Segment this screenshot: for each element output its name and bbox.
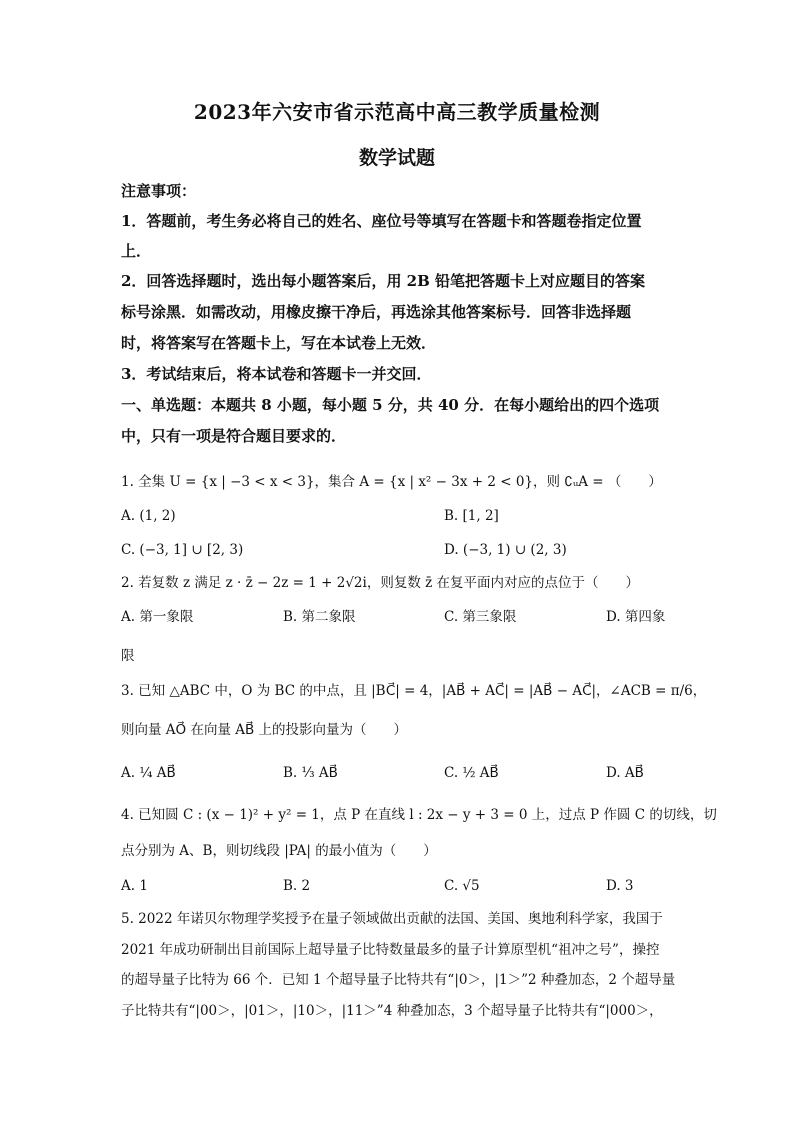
question-2-stem: 2. 若复数 z 满足 z · z̄ − 2z = 1 + 2√2i，则复数 z̄ 在复平面内对应的点位于（ ） xyxy=(121,575,640,591)
question-2-option-a: A. 第一象限 xyxy=(121,609,194,625)
question-4-stem-line-2: 点分别为 A、B，则切线段 |PA| 的最小值为（ ） xyxy=(121,843,437,859)
question-3-option-a: A. ¼ AB⃗ xyxy=(121,765,176,781)
exam-subtitle: 数学试题 xyxy=(358,147,435,169)
question-3-option-c: C. ½ AB⃗ xyxy=(444,765,499,781)
notice-item-3: 3．考试结束后，将本试卷和答题卡一并交回． xyxy=(121,365,432,383)
notice-item-1-line-2: 上． xyxy=(121,242,152,260)
notice-heading: 注意事项： xyxy=(121,182,197,200)
question-2-option-d-continued: 限 xyxy=(121,648,135,664)
question-5-line-4: 子比特共有“|00＞，|01＞，|10＞，|11＞”4 种叠加态，3 个超导量子比特共有“|000＞， xyxy=(121,1003,663,1019)
question-1-option-b: B. [1, 2] xyxy=(444,508,499,524)
notice-item-2-line-1: 2．回答选择题时，选出每小题答案后，用 2B 铅笔把答题卡上对应题目的答案 xyxy=(121,272,645,290)
question-4-option-d: D. 3 xyxy=(606,878,634,894)
question-4-option-c: C. √5 xyxy=(444,878,480,894)
question-3-stem-line-1: 3. 已知 △ABC 中，O 为 BC 的中点，且 |BC⃗| = 4，|AB⃗ + AC⃗| = |AB⃗ − AC⃗|，∠ACB = π/6， xyxy=(121,683,707,699)
section-1-heading-line-2: 中，只有一项是符合题目要求的． xyxy=(121,427,347,445)
question-3-option-d: D. AB⃗ xyxy=(606,765,644,781)
question-4-option-b: B. 2 xyxy=(283,878,311,894)
notice-item-1-line-1: 1．答题前，考生务必将自己的姓名、座位号等填写在答题卡和答题卷指定位置 xyxy=(121,212,642,230)
question-5-line-2: 2021 年成功研制出目前国际上超导量子比特数量最多的量子计算原型机“祖冲之号”，操控 xyxy=(121,942,660,958)
question-5-line-1: 5. 2022 年诺贝尔物理学奖授予在量子领域做出贡献的法国、美国、奥地利科学家，我国于 xyxy=(121,911,663,927)
question-2-option-b: B. 第二象限 xyxy=(283,609,356,625)
question-1-stem: 1. 全集 U = {x | −3 < x < 3}，集合 A = {x | x² − 3x + 2 < 0}，则 ∁ᵤA = （ ） xyxy=(121,474,662,490)
question-2-option-d: D. 第四象 xyxy=(606,609,666,625)
exam-title: 2023年六安市省示范高中高三教学质量检测 xyxy=(193,100,601,124)
notice-item-2-line-2: 标号涂黑．如需改动，用橡皮擦干净后，再选涂其他答案标号．回答非选择题 xyxy=(121,303,632,321)
question-4-stem-line-1: 4. 已知圆 C : (x − 1)² + y² = 1，点 P 在直线 l : 2x − y + 3 = 0 上，过点 P 作圆 C 的切线，切 xyxy=(121,807,717,823)
question-1-option-c: C. (−3, 1] ∪ [2, 3) xyxy=(121,542,244,558)
notice-item-2-line-3: 时，将答案写在答题卡上，写在本试卷上无效． xyxy=(121,334,437,352)
question-4-option-a: A. 1 xyxy=(121,878,148,894)
question-3-option-b: B. ⅓ AB⃗ xyxy=(283,765,338,781)
question-1-option-d: D. (−3, 1) ∪ (2, 3) xyxy=(444,542,567,558)
question-5-line-3: 的超导量子比特为 66 个．已知 1 个超导量子比特共有“|0＞，|1＞”2 种叠加态，2 个超导量 xyxy=(121,972,676,988)
question-2-option-c: C. 第三象限 xyxy=(444,609,517,625)
question-3-stem-line-2: 则向量 AO⃗ 在向量 AB⃗ 上的投影向量为（ ） xyxy=(121,722,408,738)
section-1-heading-line-1: 一、单选题：本题共 8 小题，每小题 5 分，共 40 分．在每小题给出的四个选项 xyxy=(121,396,660,414)
question-1-option-a: A. (1, 2) xyxy=(121,508,176,524)
